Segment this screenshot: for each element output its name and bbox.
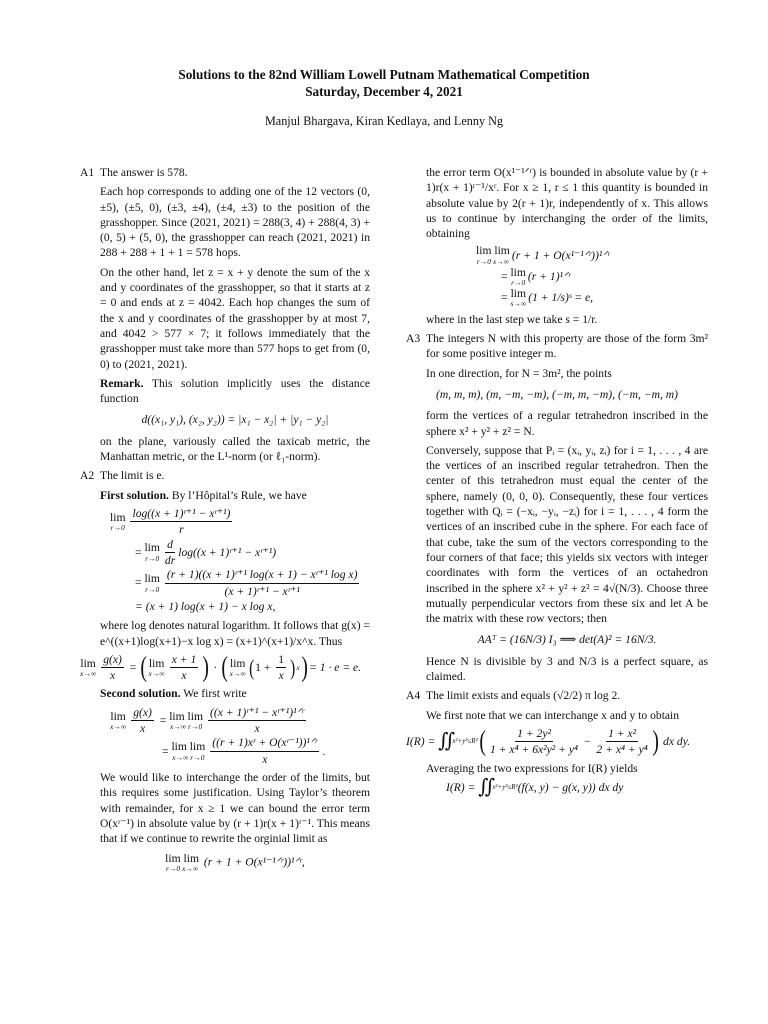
a2-answer: The limit is e. [100, 469, 165, 483]
problem-label: A4 [406, 689, 421, 703]
a1-remark [100, 376, 370, 407]
determinant-equation: AAᵀ = (16N/3) I₃ ⟹ det(A)² = 16N/3. [477, 633, 657, 647]
eq-result: = 1 · e = e. [309, 660, 362, 674]
fraction-denominator: r [179, 523, 184, 537]
double-integral: ∬ [438, 730, 456, 753]
eq-line: lim x→∞ $\frac{g(x)}{x}$ = ( lim x→∞ $\frac{x + 1}{x}$ ) · ( lim x→∞ ( 1 + $\frac{1}{x}$ ) x ) = 1 · e = e. [80, 651, 362, 683]
second-solution-label: Second solution. [100, 687, 181, 701]
eq-expression: (1 + 1/s)ˢ = e, [528, 291, 593, 305]
problem-a1 [80, 165, 370, 464]
fraction-numerator: 1 + x² [606, 727, 638, 742]
fraction-numerator: (r + 1)((x + 1)ʳ⁺¹ log(x + 1) − xʳ⁺¹ log x) [165, 568, 360, 583]
right-column [406, 165, 708, 797]
left-column [80, 165, 370, 879]
fraction-denominator: 2 + x⁴ + y⁴ [596, 743, 648, 757]
problem-label: A1 [80, 166, 95, 179]
a2-error-term: the error term O(x¹⁻¹ᐟʳ) is bounded in absolute value by (r + 1)r(x + 1)ʳ⁻¹/xʳ. For x ≥ 1, r ≤ 1 this quantity is bounded in absolute value by 2(r + 1)r, independently of x. This allows us to continue by interchanging the order of the limits, obtaining [426, 166, 708, 241]
fraction-numerator: 1 + 2y² [515, 727, 553, 742]
eq-expression: log((x + 1)ʳ⁺¹ − xʳ⁺¹) [178, 545, 277, 559]
paper-title-line2: Saturday, December 4, 2021 [305, 84, 463, 99]
limit-operator: lim r→0 [144, 541, 160, 563]
limit-product-equation [80, 653, 370, 683]
eq-line: lim lim r→0 x→∞ (r + 1 + O(x¹⁻¹ᐟʳ))¹ᐟʳ [476, 244, 610, 267]
lhopital-equation [110, 507, 370, 614]
eq-line: = lim r→0 $\frac{d}{dr}$ log((x + 1)ʳ⁺¹ − xʳ⁺¹) [135, 537, 277, 567]
a1-answer: The answer is 578. [100, 166, 188, 179]
fraction-denominator: (x + 1)ʳ⁺¹ − xʳ⁺¹ [224, 584, 300, 598]
a2-natural-log: where log denotes natural logarithm. It follows that g(x) = e^((x+1)log(x+1)−x log x) = (x+1)^(x+1)/x^x. Thus [100, 619, 370, 648]
eq-line [110, 507, 370, 537]
fraction-numerator: log((x + 1)ʳ⁺¹ − xʳ⁺¹) [130, 507, 232, 522]
a2-continued [406, 165, 708, 327]
a2-first-solution [100, 488, 370, 503]
remark-text: This solution implicitly uses the distance function [100, 376, 370, 406]
eq-line: = lim r→0 $\frac{\text{(r + 1)((x + 1)ʳ⁺¹ log(x + 1) − xʳ⁺¹ log x)}}{\text{(x + 1)ʳ⁺¹ − xʳ⁺¹}}$ [135, 568, 358, 598]
second-solution-equation [110, 706, 370, 766]
paper-authors: Manjul Bhargava, Kiran Kedlaya, and Lenny Ng [264, 114, 504, 128]
a1-paragraph-1: Each hop corresponds to adding one of the 12 vectors (0, ±5), (±5, 0), (±3, ±4), (±4, ±3) to the position of the grasshopper. Since (2021, 2021) = 288(3, 4) + 288(4, 3) + (0, 5) + (5, 0), the grasshopper can reach (2021, 2021) in 288 + 288 + 1 + 1 = 578 hops. [100, 185, 370, 260]
a2-second-solution [100, 686, 370, 701]
original-limit-equation: lim lim r→0 x→∞ (r + 1 + O(x¹⁻¹ᐟʳ))¹ᐟʳ, [165, 851, 305, 874]
limit-operator: lim r→0 [110, 510, 126, 533]
problem-a3 [406, 331, 708, 684]
fraction-denominator: 1 + x⁴ + 6x²y² + y⁴ [490, 743, 579, 757]
a4-paragraph-1: The limit exists and equals (√2/2) π log 2. [426, 689, 621, 703]
fraction [165, 568, 360, 598]
a2-last-step: where in the last step we take s = 1/r. [426, 312, 598, 326]
fraction [130, 507, 232, 537]
first-solution-label: First solution. [100, 488, 169, 502]
derivative-operator: $\frac{d}{dr}$ [164, 537, 176, 567]
problem-a4 [406, 688, 708, 798]
limit-operator: lim r→0 [144, 572, 160, 594]
eq-line: = (x + 1) log(x + 1) − x log x, [135, 599, 276, 613]
eq-expression: (f(x, y) − g(x, y)) dx dy [517, 780, 624, 794]
eq-line: lim x→∞ $\frac{g(x)}{x}$ = lim lim x→∞ r→0 $\frac{\text{((x + 1)ʳ⁺¹ − xʳ⁺¹)¹ᐟʳ}}{x}$ [110, 705, 305, 736]
a3-paragraph-2: In one direction, for N = 3m², the points [426, 366, 612, 380]
eq-line: = lim r→0 (r + 1)¹ᐟʳ [501, 265, 571, 288]
a4-paragraph-3: Averaging the two expressions for I(R) yields [426, 761, 638, 775]
remark-label: Remark. [100, 376, 144, 390]
a4-paragraph-2: We first note that we can interchange x and y to obtain [426, 708, 680, 722]
integral-equation: I(R) = ∬ x²+y²≤R² ( $\frac{\text{1 + 2y²}}{\text{1 + x⁴ + 6x²y² + y⁴}}$ − $\frac{\text{1 + x²}}{\text{2 + x⁴ + y⁴}}$ ) dx dy. [406, 725, 691, 757]
a3-paragraph-4: Conversely, suppose that Pᵢ = (xᵢ, yᵢ, zᵢ) for i = 1, . . . , 4 are the vertices of an inscribed regular tetrahedron. Then the center of this tetrahedron must equal the center of the sphere, namely (0, 0, 0). Consequently, these four vertices together with Qᵢ = (−xᵢ, −yᵢ, −zᵢ) for i = 1, . . . , 4 form the vertices of an inscribed cube in the sphere. For each face of that cube, take the sum of the vectors corresponding to the four corners of that face; this yields six vectors with integer coordinates with form the vertices of an octahedron inscribed in the sphere x² + y² + z² = 4√(N/3). Choose three mutually perpendicular vectors from these six and let A be the matrix with these row vectors; then [426, 443, 708, 626]
averaged-integral-equation: I(R) = ∬ x²+y²≤R² (f(x, y) − g(x, y)) dx dy [446, 775, 624, 798]
problem-a2 [80, 468, 370, 872]
fraction-numerator: ((r + 1)xʳ + O(xʳ⁻¹))¹ᐟʳ [210, 736, 319, 751]
tetrahedron-points: (m, m, m), (m, −m, −m), (−m, m, −m), (−m, −m, m) [435, 387, 679, 401]
eq-line: = lim s→∞ (1 + 1/s)ˢ = e, [501, 286, 593, 309]
problem-label: A2 [80, 469, 95, 483]
paper-title-line1: Solutions to the 82nd William Lowell Putnam Mathematical Competition [178, 67, 590, 82]
fraction-numerator: ((x + 1)ʳ⁺¹ − xʳ⁺¹)¹ᐟʳ [208, 706, 306, 721]
a3-paragraph-5: Hence N is divisible by 3 and N/3 is a perfect square, as claimed. [426, 654, 708, 683]
interchanged-limit-equation [476, 245, 708, 307]
eq-line: = lim lim x→∞ r→0 $\frac{\text{((r + 1)xʳ + O(xʳ⁻¹))¹ᐟʳ}}{x}$ . [162, 736, 326, 766]
distance-equation: d((x₁, y₁), (x₂, y₂)) = |x₁ − x₂| + |y₁ − y₂| [141, 413, 329, 427]
eq-expression: (r + 1 + O(x¹⁻¹ᐟʳ))¹ᐟʳ [511, 248, 610, 262]
a3-paragraph-3: form the vertices of a regular tetrahedron inscribed in the sphere x² + y² + z² = N. [426, 409, 708, 438]
first-solution-intro: By l’Hôpital’s Rule, we have [171, 488, 307, 502]
eq-expression: (r + 1)¹ᐟʳ [527, 269, 571, 283]
paper-header [0, 66, 768, 129]
a1-paragraph-2: On the other hand, let z = x + y denote the sum of the x and y coordinates of the grasshopper, so that it starts at z = 0 and ends at z = 4042. Each hop changes the sum of the x and y coordinates of the grasshopper by at most 7, and 4042 > 577 × 7; it follows immediately that the grasshopper must take more than 577 hops to get from (0, 0) to (2021, 2021). [100, 265, 370, 371]
problem-label: A3 [406, 332, 421, 346]
a1-remark-2: on the plane, variously called the taxicab metric, the Manhattan metric, or the L¹-norm (or ℓ₁-norm). [100, 434, 370, 464]
a3-paragraph-1: The integers N with this property are those of the form 3m² for some positive integer m. [426, 332, 708, 361]
a2-interchange: We would like to interchange the order of the limits, but this requires some justification. Using Taylor’s theorem with remainder, for x ≥ 1 we can bound the error term O(xʳ⁻¹) in absolute value by (r + 1)r(x + 1)ʳ⁻¹. This means that if we continue to rewrite the orginial limit as [100, 771, 370, 846]
eq-expression: (r + 1 + O(x¹⁻¹ᐟʳ))¹ᐟʳ, [203, 855, 305, 869]
second-solution-intro: We first write [183, 687, 247, 701]
